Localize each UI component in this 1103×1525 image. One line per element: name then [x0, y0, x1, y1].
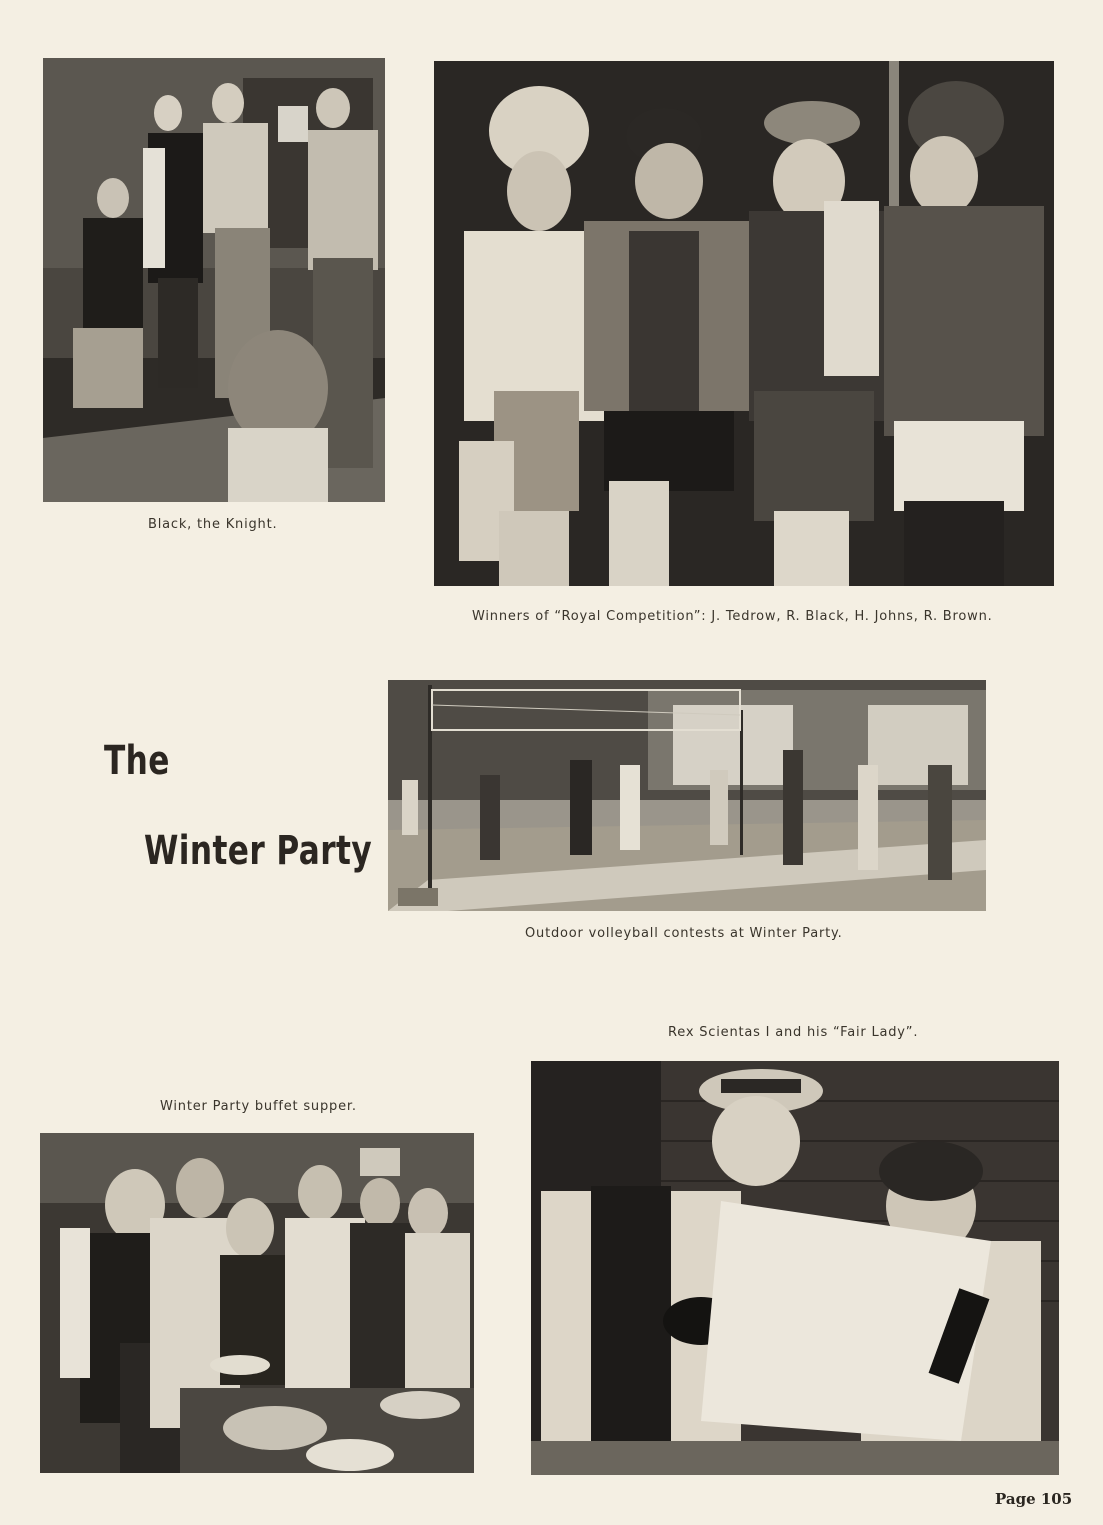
photo-volleyball-image: [388, 680, 986, 911]
caption-fair-lady: Rex Scientas I and his “Fair Lady”.: [668, 1025, 919, 1040]
photo-fair-lady-image: [531, 1061, 1059, 1475]
caption-knight: Black, the Knight.: [148, 517, 278, 532]
photo-volleyball: [388, 680, 986, 911]
photo-fair-lady: [531, 1061, 1059, 1475]
photo-buffet-supper-image: [40, 1133, 474, 1473]
headline-the: The: [104, 738, 170, 784]
headline-winter-party: Winter Party: [144, 828, 373, 874]
photo-royal-competition: [434, 61, 1054, 586]
photo-knight-image: [43, 58, 385, 502]
photo-knight: [43, 58, 385, 502]
photo-buffet-supper: [40, 1133, 474, 1473]
caption-royal-competition: Winners of “Royal Competition”: J. Tedrow, R. Black, H. Johns, R. Brown.: [472, 609, 993, 624]
caption-volleyball: Outdoor volleyball contests at Winter Party.: [525, 926, 843, 941]
photo-royal-competition-image: [434, 61, 1054, 586]
page-number: Page 105: [995, 1490, 1073, 1508]
caption-buffet: Winter Party buffet supper.: [160, 1099, 357, 1114]
